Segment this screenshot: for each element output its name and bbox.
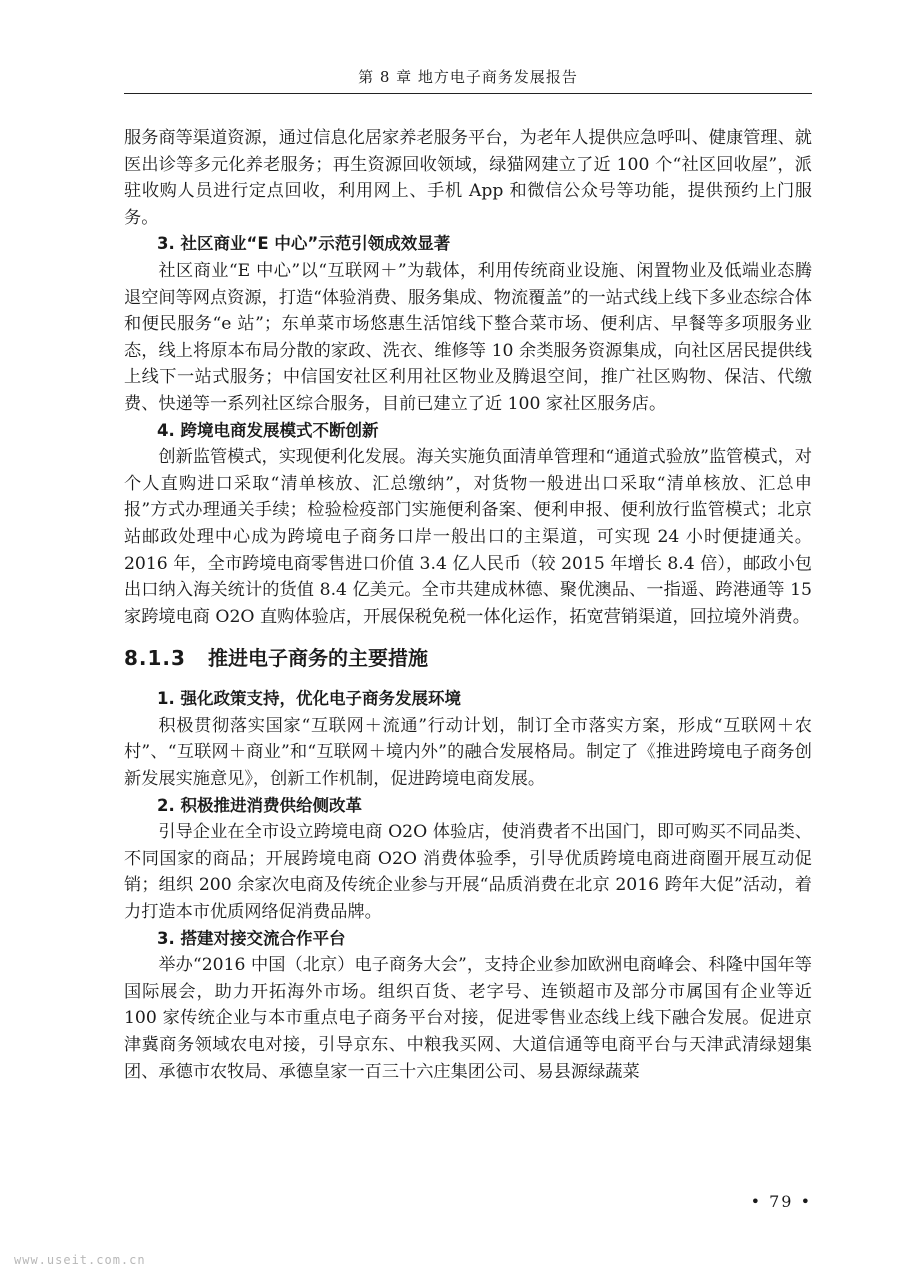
body-paragraph: 创新监管模式，实现便利化发展。海关实施负面清单管理和“通道式验放”监管模式，对个人直购进口采取“清单核放、汇总缴纳”，对货物一般进出口采取“清单核放、汇总申报”方式办理通关手续；检验检疫部门实施便利备案、便利申报、便利放行监管模式；北京站邮政处理中心成为跨境电子商务口岸一般出口的主渠道，可实现 24 小时便捷通关。2016 年，全市跨境电商零售进口价值 3.4 亿人民币（较 2015 年增长 8.4 倍），邮政小包出口纳入海关统计的货值 8.4 亿美元。全市共建成林德、聚优澳品、一指遥、跨港通等 15 家跨境电商 O2O 直购体验店，开展保税免税一体化运作，拓宽营销渠道，回拉境外消费。 — [124, 447, 812, 627]
section-number: 8.1.3 — [124, 646, 186, 671]
page-content — [124, 125, 812, 1085]
body-paragraph: 服务商等渠道资源，通过信息化居家养老服务平台，为老年人提供应急呼叫、健康管理、就医出诊等多元化养老服务；再生资源回收领域，绿猫网建立了近 100 个“社区回收屋”，派驻收购人员进行定点回收，利用网上、手机 App 和微信公众号等功能，提供预约上门服务。 — [124, 128, 812, 228]
body-paragraph: 积极贯彻落实国家“互联网＋流通”行动计划，制订全市落实方案，形成“互联网＋农村”、“互联网＋商业”和“互联网＋境内外”的融合发展格局。制定了《推进跨境电子商务创新发展实施意见》，创新工作机制，促进跨境电商发展。 — [124, 715, 812, 790]
section-title: 推进电子商务的主要措施 — [207, 646, 428, 671]
body-paragraph: 社区商业“E 中心”以“互联网＋”为载体，利用传统商业设施、闲置物业及低端业态腾退空间等网点资源，打造“体验消费、服务集成、物流覆盖”的一站式线上线下多业态综合体和便民服务“e 站”；东单菜市场悠惠生活馆线下整合菜市场、便利店、早餐等多项服务业态，线上将原本布局分散的家政、洗衣、维修等 10 余类服务资源集成，向社区居民提供线上线下一站式服务；中信国安社区利用社区物业及腾退空间，推广社区购物、保洁、代缴费、快递等一系列社区综合服务，目前已建立了近 100 家社区服务店。 — [124, 260, 812, 414]
body-paragraph: 引导企业在全市设立跨境电商 O2O 体验店，使消费者不出国门，即可购买不同品类、不同国家的商品；开展跨境电商 O2O 消费体验季，引导优质跨境电商进商圈开展互动促销；组织 200 余家次电商及传统企业参与开展“品质消费在北京 2016 跨年大促”活动，着力打造本市优质网络促消费品牌。 — [124, 822, 812, 923]
subsection-heading: 1. 强化政策支持，优化电子商务发展环境 — [157, 689, 461, 709]
running-header: 第 8 章 地方电子商务发展报告 — [358, 68, 578, 86]
subsection-heading: 3. 社区商业“E 中心”示范引领成效显著 — [157, 234, 451, 254]
page-number: • 79 • — [750, 1192, 812, 1211]
header-rule — [124, 93, 812, 94]
section-heading — [124, 644, 812, 672]
body-paragraph: 举办“2016 中国（北京）电子商务大会”，支持企业参加欧洲电商峰会、科隆中国年等国际展会，助力开拓海外市场。组织百货、老字号、连锁超市及部分市属国有企业等近 100 家传统企业与本市重点电子商务平台对接，促进零售业态线上线下融合发展。促进京津冀商务领域农电对接，引导京东、中粮我买网、大道信通等电商平台与天津武清绿翅集团、承德市农牧局、承德皇家一百三十六庄集团公司、易县源绿蔬菜 — [124, 955, 812, 1082]
watermark: www.useit.com.cn — [14, 1253, 146, 1267]
subsection-heading: 2. 积极推进消费供给侧改革 — [157, 795, 362, 815]
subsection-heading: 4. 跨境电商发展模式不断创新 — [157, 420, 379, 440]
subsection-heading: 3. 搭建对接交流合作平台 — [157, 928, 346, 948]
